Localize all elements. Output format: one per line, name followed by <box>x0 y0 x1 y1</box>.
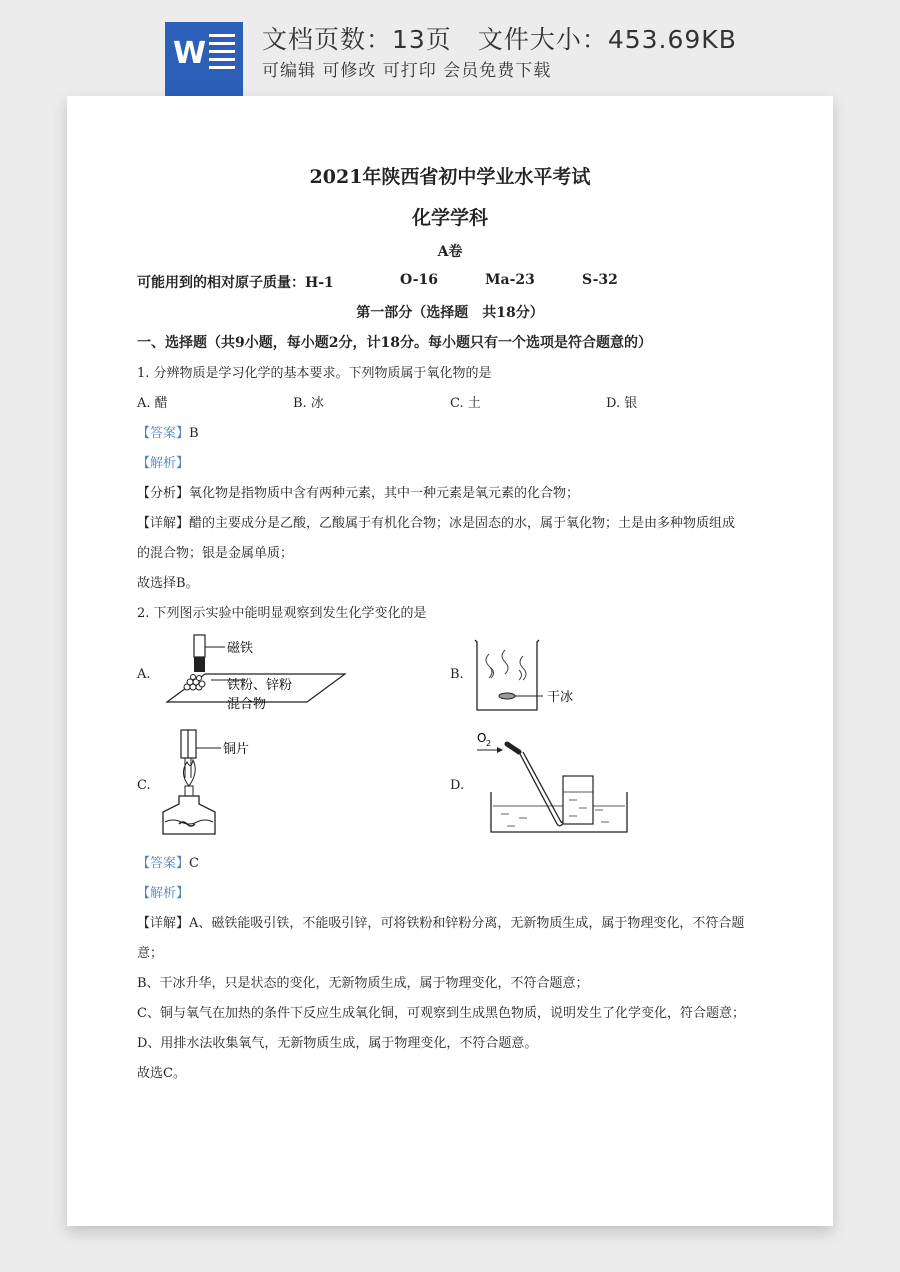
q1-option-c: C. 土 <box>450 396 481 411</box>
file-size: 文件大小：453.69KB <box>477 25 737 54</box>
q2-answer <box>137 852 199 871</box>
q2-detail-a-line-1: 【详解】A、磁铁能吸引铁，不能吸引锌，可将铁粉和锌粉分离，无新物质生成，属于物理变化，不符合题 <box>137 916 745 931</box>
fig-a-label-magnet: 磁铁 <box>227 641 254 656</box>
q2-analysis-tag: 【解析】 <box>137 886 190 901</box>
answer-value: B <box>189 426 199 441</box>
fig-c-label-copper: 铜片 <box>223 742 250 757</box>
subject-title: 化学学科 <box>411 207 488 229</box>
fig-a-label-mixture: 混合物 <box>227 697 267 712</box>
oxygen-collection-figure <box>471 728 651 840</box>
page-count: 文档页数：13页 <box>262 25 452 54</box>
atomic-mass-o: O-16 <box>400 272 439 288</box>
volume-label: A卷 <box>437 244 463 260</box>
q2-option-d-label: D. <box>450 778 465 793</box>
q2-conclusion: 故选C。 <box>137 1066 186 1081</box>
q2-detail-b: B、干冰升华，只是状态的变化，无新物质生成，属于物理变化，不符合题意； <box>137 976 589 991</box>
q1-detail-line-2: 的混合物；银是金属单质； <box>137 546 294 561</box>
fig-a-label-powder: 铁粉、锌粉 <box>227 678 293 693</box>
file-meta <box>262 20 737 56</box>
q2-detail-a-line-2: 意； <box>137 946 164 961</box>
document-page <box>67 96 833 1226</box>
download-banner <box>0 0 900 96</box>
q1-answer <box>137 422 199 441</box>
exam-title: 2021年陕西省初中学业水平考试 <box>309 166 591 188</box>
dry-ice-beaker-figure <box>467 636 617 716</box>
word-letter: W <box>173 36 207 71</box>
question-1-stem: 1. 分辨物质是学习化学的基本要求。下列物质属于氧化物的是 <box>137 366 492 381</box>
answer-tag: 【答案】 <box>137 426 190 441</box>
atomic-mass-label: 可能用到的相对原子质量：H-1 <box>137 275 334 291</box>
q2-option-a-label: A. <box>137 667 151 682</box>
q1-option-a: A. 醋 <box>137 396 168 411</box>
copper-heating-figure <box>155 726 335 842</box>
q2-detail-d: D、用排水法收集氧气，无新物质生成，属于物理变化，不符合题意。 <box>137 1036 538 1051</box>
atomic-mass-na: Ma-23 <box>485 272 535 288</box>
fig-d-label-o2: O <box>477 731 487 745</box>
answer-tag: 【答案】 <box>137 856 190 871</box>
part-title: 第一部分（选择题 共18分） <box>356 305 544 321</box>
magnet-experiment-figure <box>155 632 365 717</box>
q1-fenxi: 【分析】氧化物是指物质中含有两种元素，其中一种元素是氧元素的化合物； <box>137 486 580 501</box>
q2-option-b-label: B. <box>450 667 464 682</box>
file-features: 可编辑 可修改 可打印 会员免费下载 <box>262 61 552 81</box>
q1-option-d: D. 银 <box>606 396 638 411</box>
atomic-mass-s: S-32 <box>582 272 618 288</box>
section-title: 一、选择题（共9小题，每小题2分，计18分。每小题只有一个选项是符合题意的） <box>137 335 652 351</box>
fig-b-label-dry-ice: 干冰 <box>547 690 574 705</box>
q1-option-b: B. 冰 <box>293 396 324 411</box>
q2-detail-c: C、铜与氧气在加热的条件下反应生成氧化铜，可观察到生成黑色物质，说明发生了化学变化，符合题意； <box>137 1006 745 1021</box>
q2-option-c-label: C. <box>137 778 151 793</box>
fig-d-label-o2-subscript: 2 <box>486 739 492 748</box>
word-doc-icon <box>165 22 243 96</box>
q1-analysis-tag: 【解析】 <box>137 456 190 471</box>
answer-value: C <box>189 856 199 871</box>
q1-conclusion: 故选择B。 <box>137 576 199 591</box>
q1-detail-line-1: 【详解】醋的主要成分是乙酸，乙酸属于有机化合物；冰是固态的水，属于氧化物；土是由多种物质组成 <box>137 516 736 531</box>
question-2-stem: 2. 下列图示实验中能明显观察到发生化学变化的是 <box>137 606 427 621</box>
